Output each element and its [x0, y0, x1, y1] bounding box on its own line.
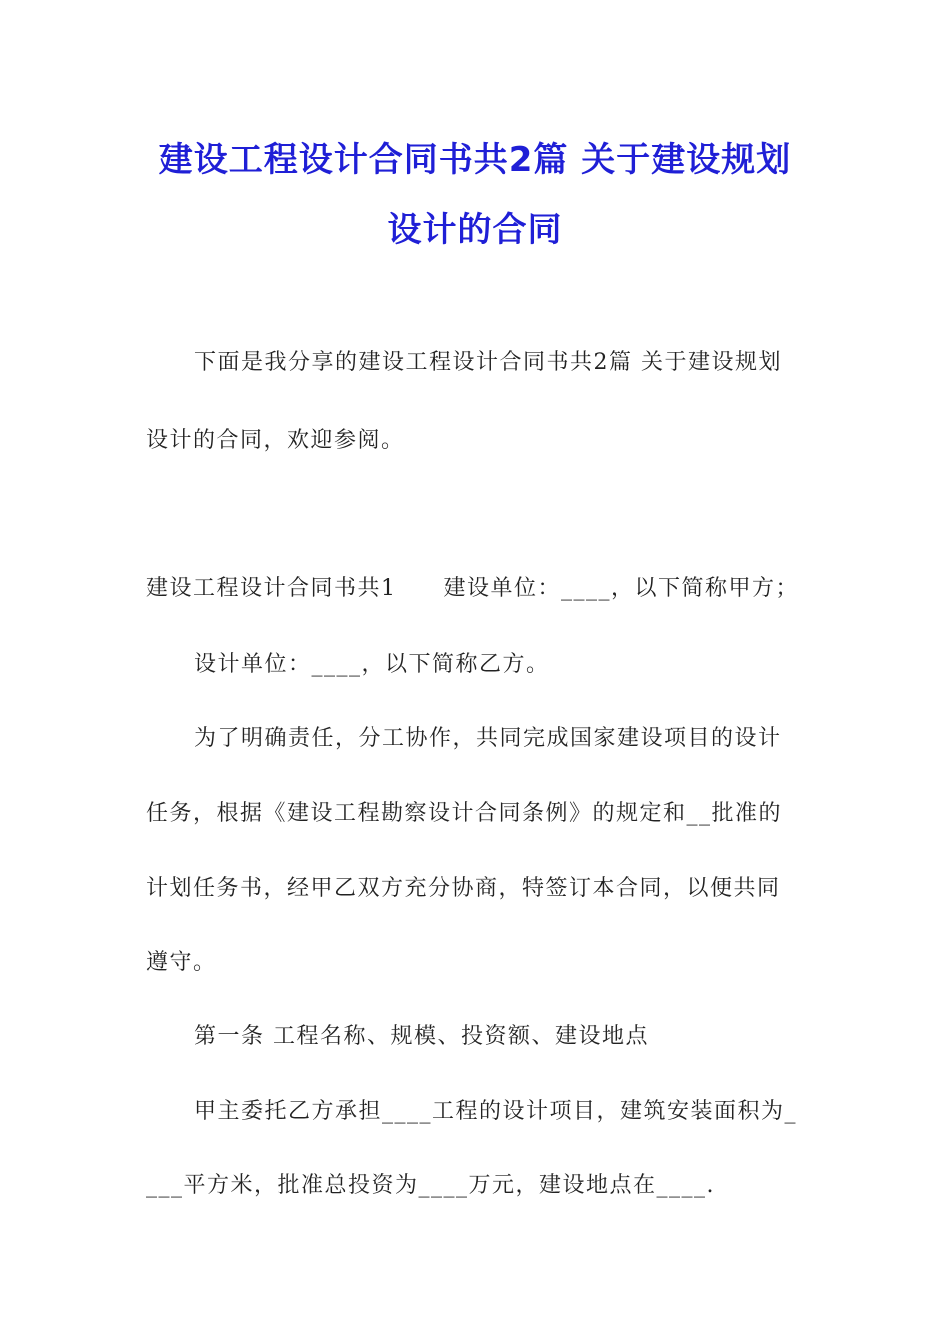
purpose-line-1: 为了明确责任，分工协作，共同完成国家建设项目的设计	[194, 726, 782, 751]
intro-line-1: 下面是我分享的建设工程设计合同书共2篇 关于建设规划	[194, 350, 782, 375]
party-a-line: 建设工程设计合同书共1 建设单位：____，以下简称甲方；	[146, 576, 799, 601]
party-b-line: 设计单位：____，以下简称乙方。	[194, 652, 550, 677]
purpose-line-4: 遵守。	[146, 950, 217, 975]
purpose-line-2: 任务，根据《建设工程勘察设计合同条例》的规定和__批准的	[146, 801, 783, 826]
intro-line-2: 设计的合同，欢迎参阅。	[146, 428, 405, 453]
document-title-line-1: 建设工程设计合同书共2篇 关于建设规划	[158, 140, 792, 180]
purpose-line-3: 计划任务书，经甲乙双方充分协商，特签订本合同，以便共同	[146, 876, 781, 901]
article-1-line-1: 甲主委托乙方承担____工程的设计项目，建筑安装面积为_	[194, 1099, 798, 1124]
document-title-line-2: 设计的合同	[387, 210, 563, 250]
article-1-line-2: ___平方米，批准总投资为____万元，建设地点在____.	[146, 1173, 715, 1198]
article-1-heading: 第一条 工程名称、规模、投资额、建设地点	[194, 1024, 649, 1049]
